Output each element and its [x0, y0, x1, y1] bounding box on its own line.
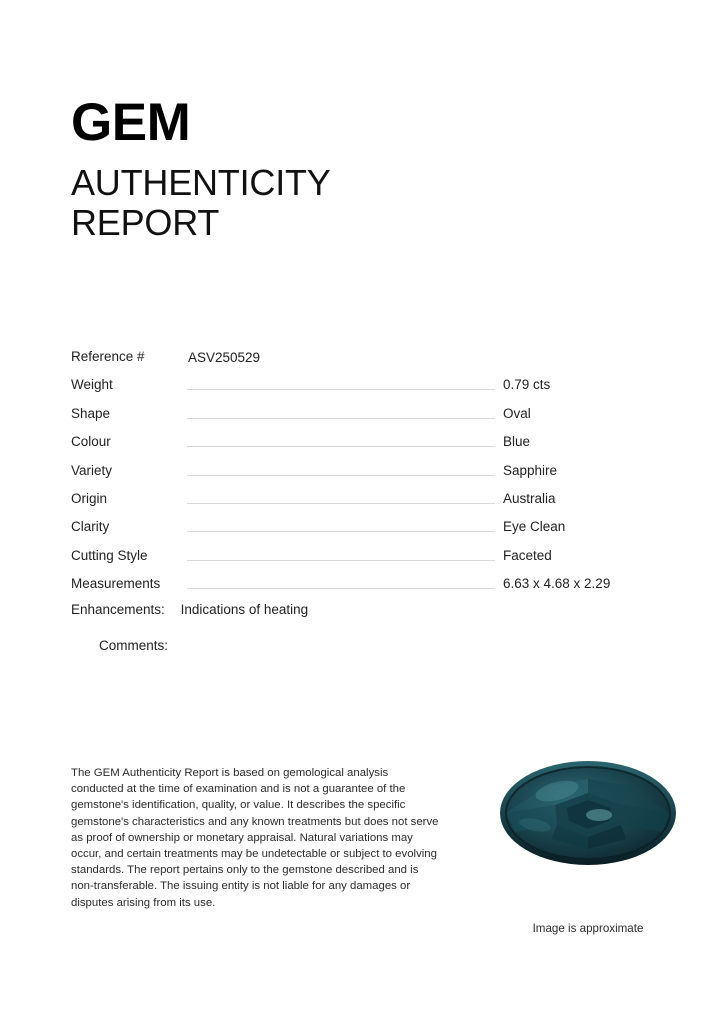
gem-image-caption: Image is approximate [532, 922, 644, 935]
spec-label: Origin [71, 490, 108, 506]
table-row [71, 549, 653, 577]
gemstone-image [495, 753, 681, 873]
spec-value: Eye Clean [503, 519, 566, 535]
enhancements-row [71, 602, 653, 617]
spec-value: Blue [503, 434, 531, 450]
spec-label: Colour [71, 434, 111, 450]
spec-table [71, 350, 653, 606]
spec-value: Sapphire [503, 462, 558, 478]
page-title: GEM [71, 93, 191, 152]
spec-value: 6.63 x 4.68 x 2.29 [503, 576, 611, 592]
enhancements-value: Indications of heating [180, 602, 309, 617]
page-subtitle-line-1: AUTHENTICITY [71, 162, 331, 203]
table-row [71, 407, 653, 435]
page-subtitle-line-2: REPORT [71, 202, 220, 244]
spec-label: Weight [71, 377, 113, 393]
leader-line [183, 492, 503, 505]
table-row [71, 464, 653, 492]
spec-label: Measurements [71, 576, 161, 592]
table-row [71, 492, 653, 520]
leader-line [183, 407, 503, 420]
spec-label: Variety [71, 462, 113, 478]
spec-value: Australia [503, 490, 556, 506]
spec-label: Shape [71, 405, 111, 421]
spec-value: 0.79 cts [503, 377, 551, 393]
oval-sapphire-illustration [495, 753, 681, 873]
leader-line [183, 464, 503, 477]
disclaimer-text: The GEM Authenticity Report is based on gemological analysis conducted at the time of examination and is not a guarantee of the gemstone's identification, quality, or value. It describes the specific gemstone's characteristics and any known treatments but does not serve as proof of ownership or monetary appraisal. Natural variations may occur, and certain treatments may be undetectable or subject to evolving standards. The report pertains only to the gemstone described and is non-transferable. The issuing entity is not liable for any damages or disputes arising from its use. [71, 767, 439, 909]
page-subtitle [71, 163, 631, 244]
table-row [71, 350, 653, 378]
leader-line [183, 378, 503, 391]
enhancements-label: Enhancements: [71, 602, 165, 617]
spec-value: ASV250529 [188, 350, 261, 365]
spec-label: Reference # [71, 349, 145, 364]
table-row [71, 435, 653, 463]
comments-label: Comments: [99, 638, 169, 653]
table-row [71, 520, 653, 548]
spec-value: Oval [503, 405, 531, 421]
spec-label: Cutting Style [71, 547, 148, 563]
leader-line [183, 549, 503, 562]
leader-line [183, 520, 503, 533]
spec-label: Clarity [71, 519, 110, 535]
document-header [71, 93, 631, 244]
leader-line [183, 435, 503, 448]
table-row [71, 378, 653, 406]
spec-value: Faceted [503, 547, 552, 563]
leader-line [183, 577, 503, 590]
